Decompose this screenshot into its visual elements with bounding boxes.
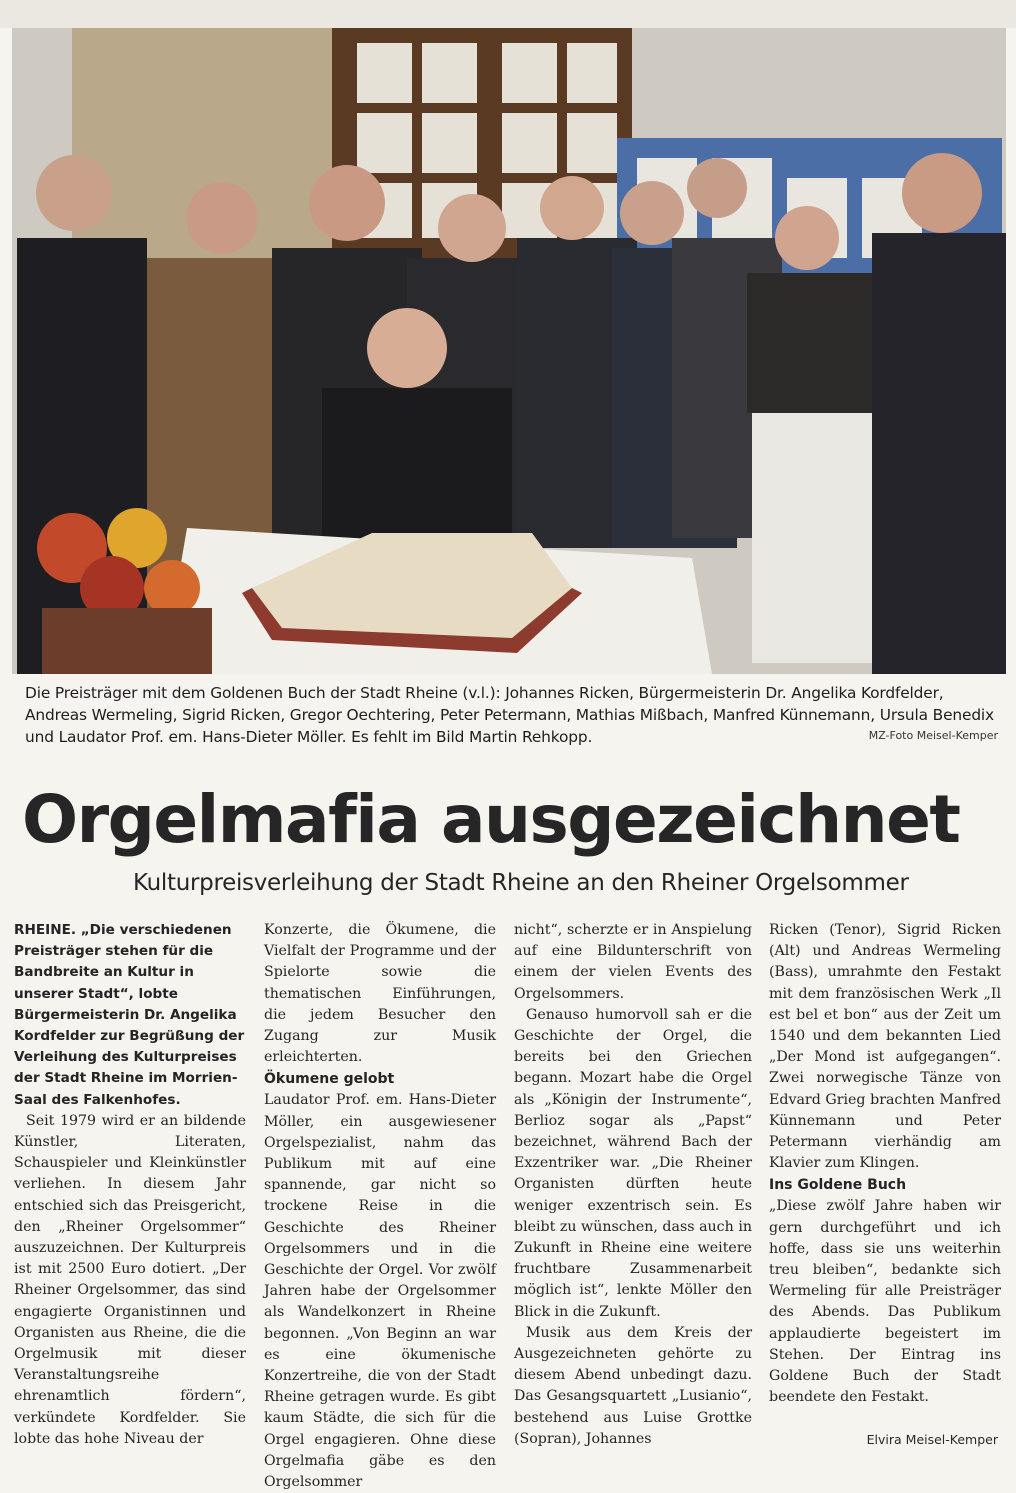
paragraph: Ricken (Tenor), Sigrid Ricken (Alt) und Andreas Wermeling (Bass), umrahmte den Festakt mit dem französischen Werk „Il est bel et bon“ aus der Zeit um 1540 und dem bekannten Lied „Der Mond ist aufgegangen“. Zwei norwegische Tänze von Edvard Grieg brachten Manfred Künnemann und Peter Petermann vierhändig am Klavier zum Klingen. (769, 922, 1001, 1172)
paragraph: nicht“, scherzte er in Anspielung auf eine Bildunterschrift von einem der vielen Events des Orgelsommers. (514, 922, 752, 1002)
article-column-3 (514, 920, 752, 1450)
author-credit: Elvira Meisel-Kemper (866, 1432, 998, 1447)
paragraph: Musik aus dem Kreis der Ausgezeichneten gehörte zu diesem Abend unbedingt dazu. Das Gesangsquartett „Lusianio“, bestehend aus Luise Grottke (Sopran), Johannes (514, 1324, 752, 1447)
paragraph: Laudator Prof. em. Hans-Dieter Möller, ein ausgewiesener Orgelspezialist, nahm das Publikum mit auf eine spannende, gar nicht so trockene Reise in die Geschichte des Rheiner Orgelsommers und in die Geschichte der Orgel. Vor zwölf Jahren habe der Orgelsommer als Wandelkonzert in Rheine begonnen. „Von Beginn an war es eine ökumenische Konzertreihe, die von der Stadt Rheine getragen wurde. Es gibt kaum Städte, die sich für die Orgel engagieren. Ohne diese Orgelmafia gäbe es den Orgelsommer (264, 1092, 496, 1491)
paragraph: Genauso humorvoll sah er die Geschichte der Orgel, die bereits bei den Griechen begann. Mozart habe die Orgel als „Königin der Instrumente“, Berlioz sogar als „Papst“ bezeichnet, während Bach der Exzentriker war. „Die Rheiner Organisten dürften heute weniger exzentrisch sein. Es bleibt zu wünschen, dass auch in Zukunft in Rheine eine weitere fruchtbare Zusammenarbeit möglich ist“, lenkte Möller den Blick in die Zukunft. (514, 1006, 752, 1320)
top-bleed-strip (0, 0, 1016, 28)
photo-illustration (12, 28, 1006, 674)
article-column-1 (14, 920, 246, 1450)
photo-caption: Die Preisträger mit dem Goldenen Buch der Stadt Rheine (v.l.): Johannes Ricken, Bürgermeisterin Dr. Angelika Kordfelder, Andreas Wermeling, Sigrid Ricken, Gregor Oechtering, Peter Petermann, Mathias Mißbach, Manfred Künnemann, Ursula Benedix und Laudator Prof. em. Hans-Dieter Möller. Es fehlt im Bild Martin Rehkopp. (25, 684, 995, 746)
section-subheading: Ins Goldene Buch (769, 1177, 907, 1194)
article-column-2 (264, 920, 496, 1493)
article-lead: RHEINE. „Die verschiedenen Preisträger stehen für die Bandbreite an Kultur in unserer Stadt“, lobte Bürgermeisterin Dr. Angelika Kordfelder zur Begrüßung der Verleihung des Kulturpreises der Stadt Rheine im Morrien-Saal des Falkenhofes. (14, 922, 245, 1108)
paragraph: Konzerte, die Ökumene, die Vielfalt der Programme und der Spielorte sowie die thematischen Einführungen, die jedem Besucher den Zugang zur Musik erleichterten. (264, 922, 496, 1066)
paragraph: Seit 1979 wird er an bildende Künstler, Literaten, Schauspieler und Kleinkünstler verliehen. In diesem Jahr entschied sich das Preisgericht, den „Rheiner Orgelsommer“ auszuzeichnen. Der Kulturpreis ist mit 2500 Euro dotiert. „Der Rheiner Orgelsommer, das sind engagierte Organistinnen und Organisten aus Rheine, die die Orgelmusik mit dieser Veranstaltungsreihe ehrenamtlich fördern“, verkündete Kordfelder. Sie lobte das hohe Niveau der (14, 1112, 246, 1447)
article-column-4 (769, 920, 1001, 1408)
headline: Orgelmafia ausgezeichnet (22, 781, 960, 858)
paragraph: „Diese zwölf Jahre haben wir gern durchgeführt und ich hoffe, dass sie uns weiterhin treu bleiben“, bedankte sich Wermeling für alle Preisträger des Abends. Das Publikum applaudierte begeistert im Stehen. Der Eintrag ins Goldene Buch der Stadt beendete den Festakt. (769, 1198, 1001, 1406)
subheadline: Kulturpreisverleihung der Stadt Rheine an den Rheiner Orgelsommer (133, 870, 909, 896)
section-subheading: Ökumene gelobt (264, 1071, 395, 1088)
article-photo (12, 28, 1006, 674)
photo-credit: MZ-Foto Meisel-Kemper (868, 729, 998, 742)
